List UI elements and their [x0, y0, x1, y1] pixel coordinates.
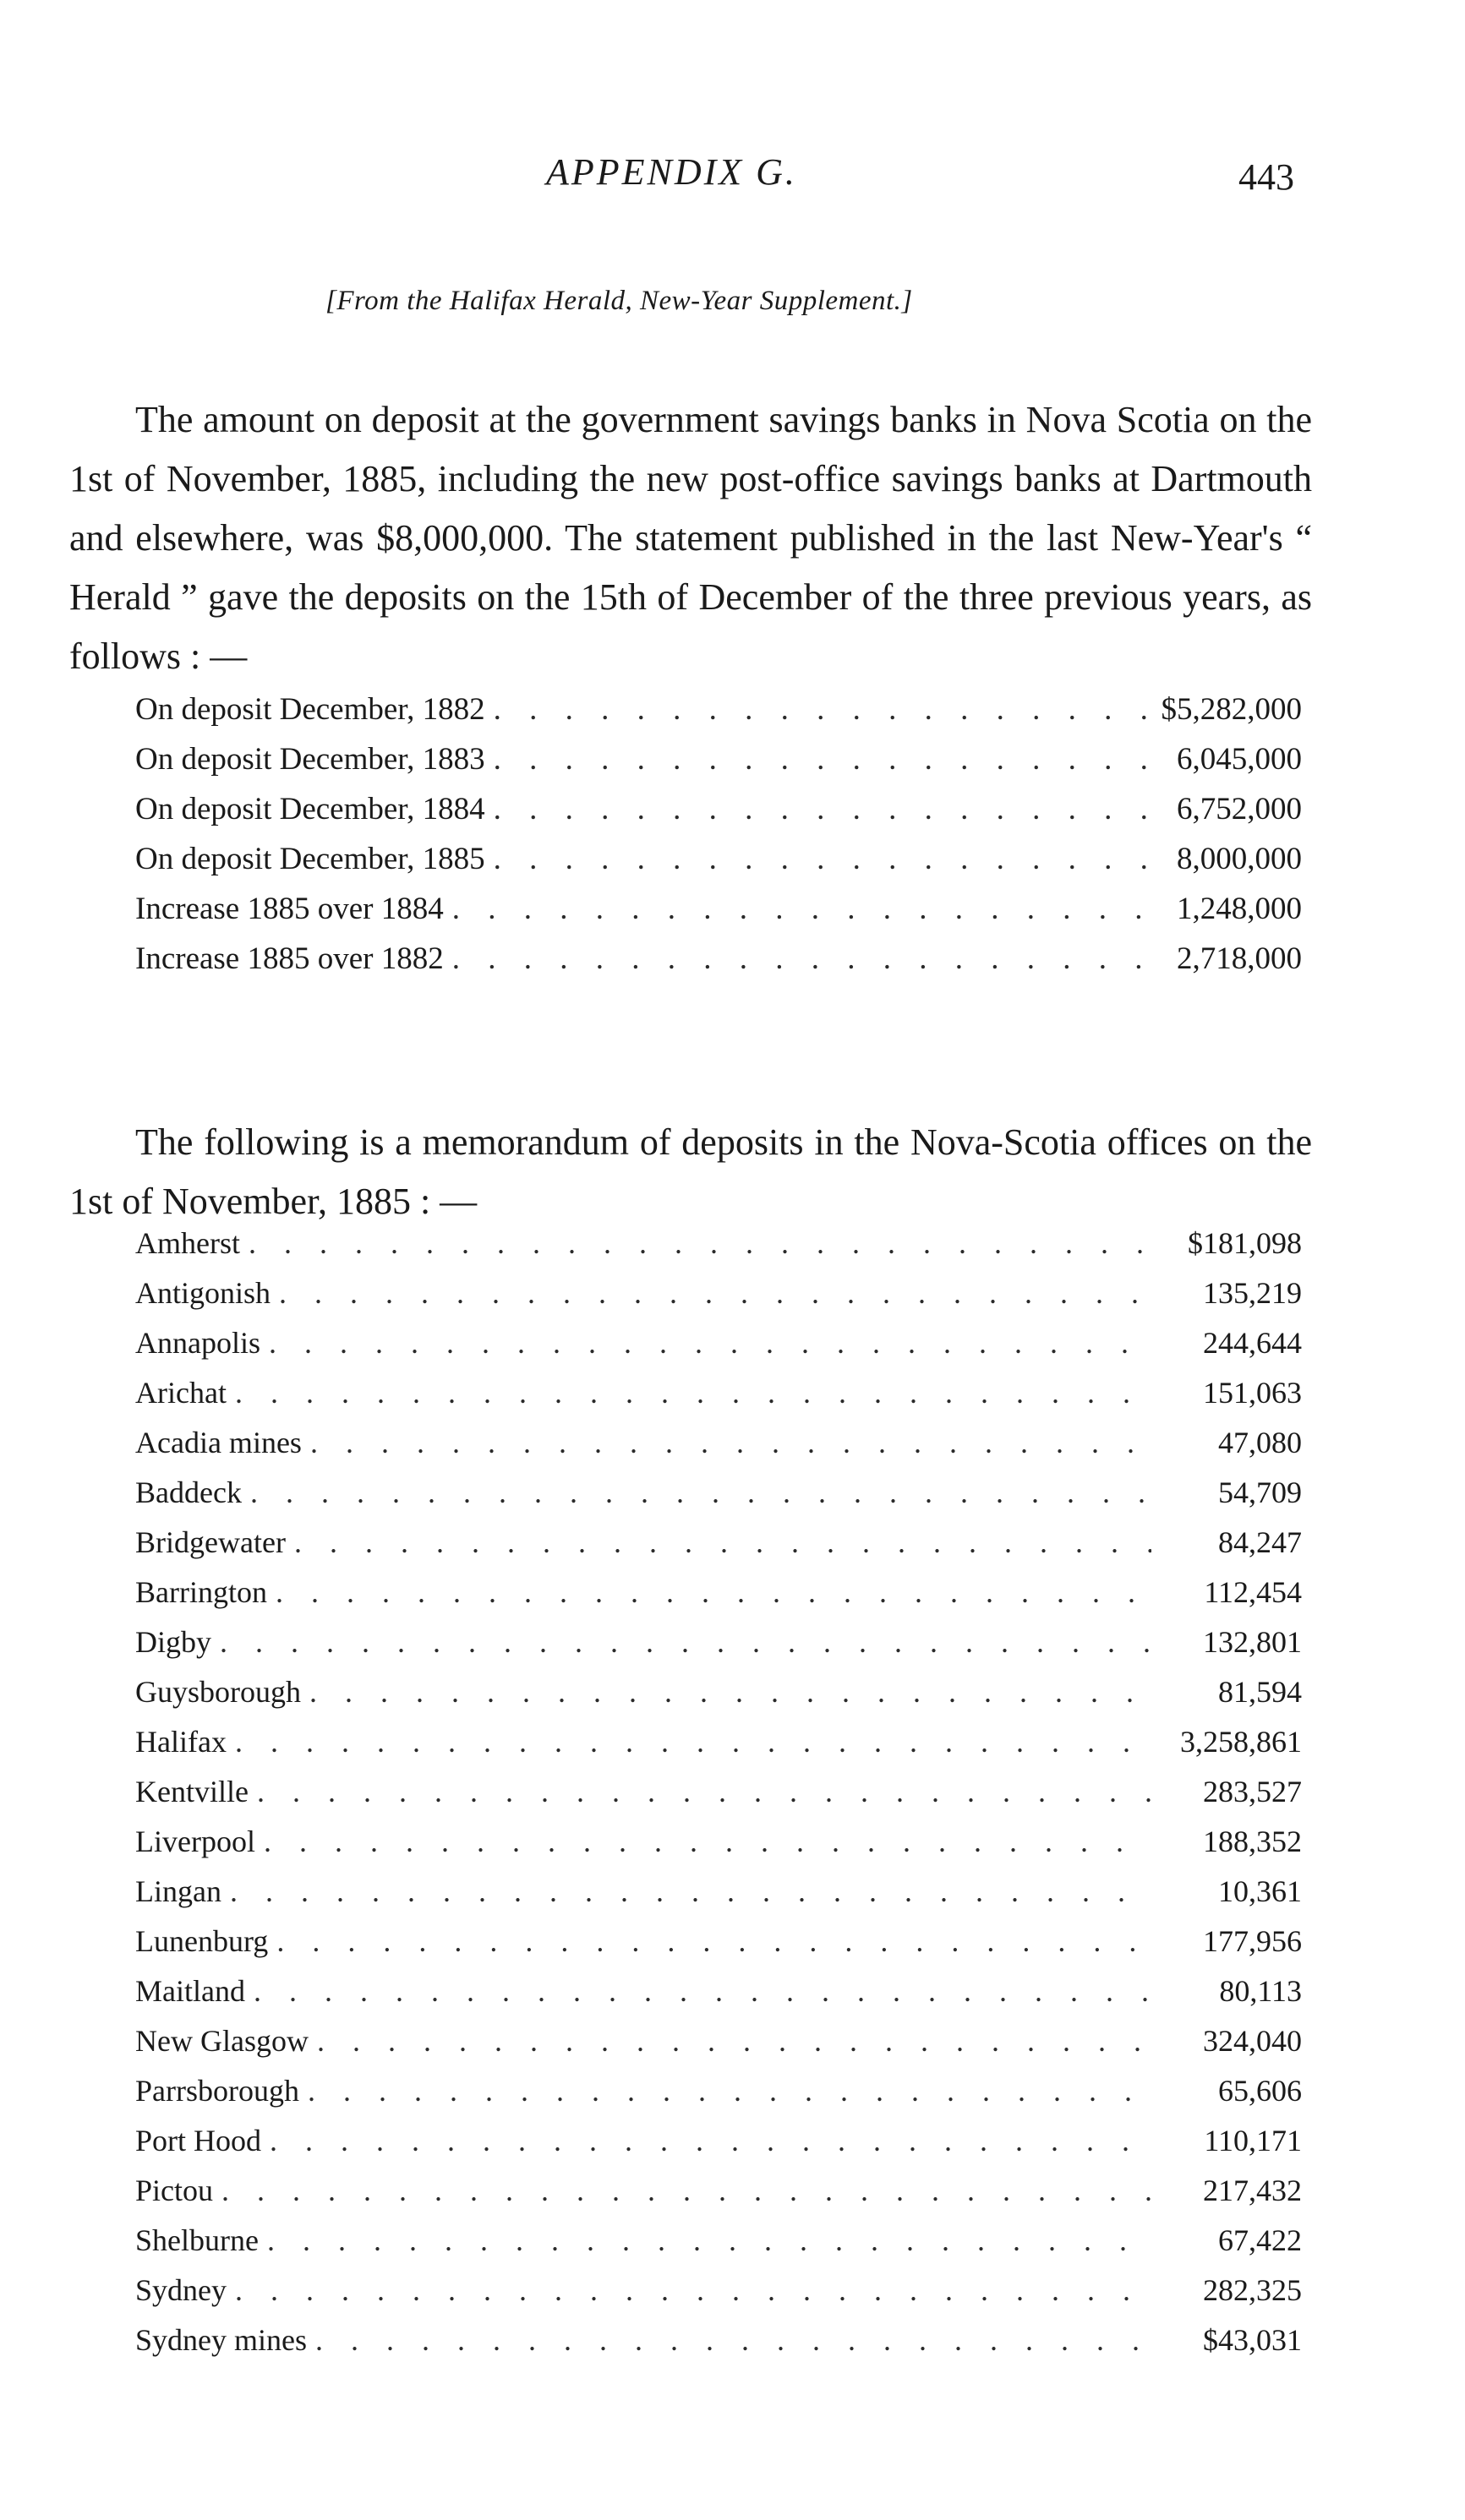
row-value: 244,644 — [1203, 1326, 1302, 1360]
row-value: 135,219 — [1203, 1276, 1302, 1310]
row-label: Shelburne — [135, 2223, 259, 2257]
dot-leader — [249, 1225, 1151, 1261]
row-label: Digby — [135, 1625, 211, 1659]
ledger-row — [135, 941, 1302, 990]
ledger-row — [135, 1375, 1302, 1425]
row-value: 1,248,000 — [1177, 892, 1302, 926]
row-label: Halifax — [135, 1725, 227, 1759]
row-label: Lunenburg — [135, 1924, 269, 1958]
row-label: Antigonish — [135, 1276, 271, 1310]
row-value: 54,709 — [1218, 1475, 1302, 1509]
ledger-row — [135, 841, 1302, 891]
running-head — [0, 150, 1465, 201]
ledger-row — [135, 1525, 1302, 1574]
ledger-row — [135, 2322, 1302, 2372]
ledger-row — [135, 1724, 1302, 1774]
dot-leader — [220, 1624, 1151, 1660]
dot-leader — [452, 891, 1151, 927]
ledger-row — [135, 1624, 1302, 1674]
dot-leader — [494, 691, 1151, 728]
dot-leader — [308, 2073, 1151, 2108]
dot-leader — [254, 1973, 1151, 2009]
dot-leader — [235, 1375, 1151, 1410]
dot-leader — [310, 1425, 1151, 1460]
row-value: 112,454 — [1204, 1575, 1302, 1609]
dot-leader — [257, 1774, 1151, 1809]
row-value: $181,098 — [1188, 1226, 1302, 1260]
dot-leader — [317, 2023, 1151, 2059]
row-label: Arichat — [135, 1376, 227, 1410]
dot-leader — [235, 1724, 1151, 1759]
row-label: On deposit December, 1885 — [135, 842, 485, 876]
row-label: Increase 1885 over 1884 — [135, 892, 444, 926]
ledger-row — [135, 691, 1302, 741]
row-value: 132,801 — [1203, 1625, 1302, 1659]
row-label: Barrington — [135, 1575, 267, 1609]
page-number: 443 — [1238, 156, 1294, 198]
ledger-row — [135, 1574, 1302, 1624]
ledger-row — [135, 1275, 1302, 1325]
row-value: 177,956 — [1203, 1924, 1302, 1958]
dot-leader — [494, 841, 1151, 877]
row-value: 65,606 — [1218, 2074, 1302, 2108]
row-value: 217,432 — [1203, 2174, 1302, 2207]
row-value: 6,045,000 — [1177, 742, 1302, 777]
row-label: On deposit December, 1884 — [135, 792, 485, 826]
ledger-row — [135, 1973, 1302, 2023]
row-label: Increase 1885 over 1882 — [135, 941, 444, 976]
dot-leader — [309, 1674, 1151, 1710]
ledger-row — [135, 1475, 1302, 1525]
ledger-row — [135, 741, 1302, 791]
row-value: 283,527 — [1203, 1775, 1302, 1808]
dot-leader — [279, 1275, 1151, 1311]
row-label: Annapolis — [135, 1326, 260, 1360]
row-label: Kentville — [135, 1775, 249, 1808]
ledger-row — [135, 1325, 1302, 1375]
ledger-row — [135, 891, 1302, 941]
intro-paragraph: The amount on deposit at the government savings banks in Nova Scotia on the 1st of November, 1885, including the new post-office savings banks at Dartmouth and elsewhere, was $8,000,000. The statement published in the last New-Year's “ Herald ” gave the deposits on the 15th of December of the three previous years, as follows : — — [69, 399, 1312, 677]
dot-leader — [494, 791, 1151, 827]
ledger-row — [135, 2073, 1302, 2123]
dot-leader — [494, 741, 1151, 777]
dot-leader — [276, 1574, 1151, 1610]
memorandum-paragraph: The following is a memorandum of deposits in the Nova-Scotia offices on the 1st of November, 1885 : — — [69, 1121, 1312, 1222]
dot-leader — [452, 941, 1151, 977]
deposits-by-year-table — [135, 691, 1302, 990]
row-value: 47,080 — [1218, 1426, 1302, 1459]
ledger-row — [135, 1674, 1302, 1724]
ledger-row — [135, 2023, 1302, 2073]
ledger-row — [135, 1425, 1302, 1475]
ledger-row — [135, 791, 1302, 841]
row-value: 282,325 — [1203, 2273, 1302, 2307]
dot-leader — [315, 2322, 1151, 2358]
ledger-row — [135, 2173, 1302, 2223]
row-label: Bridgewater — [135, 1525, 286, 1559]
row-label: Lingan — [135, 1874, 221, 1908]
row-value: 8,000,000 — [1177, 842, 1302, 876]
row-value: 67,422 — [1218, 2223, 1302, 2257]
row-value: 324,040 — [1203, 2024, 1302, 2058]
row-value: 110,171 — [1204, 2124, 1302, 2157]
row-label: Sydney mines — [135, 2323, 307, 2357]
row-value: 6,752,000 — [1177, 792, 1302, 826]
ledger-row — [135, 1225, 1302, 1275]
row-label: Parrsborough — [135, 2074, 299, 2108]
row-value: 84,247 — [1218, 1525, 1302, 1559]
row-value: $43,031 — [1203, 2323, 1302, 2357]
row-label: New Glasgow — [135, 2024, 309, 2058]
row-label: Liverpool — [135, 1825, 255, 1858]
ledger-row — [135, 1774, 1302, 1824]
row-label: Sydney — [135, 2273, 227, 2307]
source-citation: [From the Halifax Herald, New-Year Supplement.] — [325, 286, 913, 316]
row-value: 188,352 — [1203, 1825, 1302, 1858]
row-value: $5,282,000 — [1161, 692, 1302, 727]
row-value: 151,063 — [1203, 1376, 1302, 1410]
row-label: Baddeck — [135, 1475, 242, 1509]
dot-leader — [276, 1923, 1151, 1959]
row-value: 2,718,000 — [1177, 941, 1302, 976]
row-label: Maitland — [135, 1974, 245, 2008]
row-label: Acadia mines — [135, 1426, 302, 1459]
row-label: On deposit December, 1882 — [135, 692, 485, 727]
ledger-row — [135, 1923, 1302, 1973]
row-label: Pictou — [135, 2174, 214, 2207]
row-label: Amherst — [135, 1226, 240, 1260]
dot-leader — [269, 1325, 1151, 1361]
row-label: On deposit December, 1883 — [135, 742, 485, 777]
office-deposits-table — [135, 1225, 1302, 2372]
ledger-row — [135, 2272, 1302, 2322]
ledger-row — [135, 1874, 1302, 1923]
row-value: 81,594 — [1218, 1675, 1302, 1709]
dot-leader — [250, 1475, 1151, 1510]
row-value: 10,361 — [1218, 1874, 1302, 1908]
dot-leader — [221, 2173, 1151, 2208]
dot-leader — [264, 1824, 1151, 1859]
dot-leader — [230, 1874, 1151, 1909]
ledger-row — [135, 1824, 1302, 1874]
dot-leader — [267, 2223, 1151, 2258]
dot-leader — [270, 2123, 1151, 2158]
row-label: Guysborough — [135, 1675, 301, 1709]
row-value: 80,113 — [1219, 1974, 1302, 2008]
ledger-row — [135, 2223, 1302, 2272]
dot-leader — [235, 2272, 1151, 2308]
ledger-row — [135, 2123, 1302, 2173]
row-label: Port Hood — [135, 2124, 262, 2157]
running-title: APPENDIX G. — [546, 151, 797, 193]
row-value: 3,258,861 — [1180, 1725, 1302, 1759]
dot-leader — [294, 1525, 1151, 1560]
